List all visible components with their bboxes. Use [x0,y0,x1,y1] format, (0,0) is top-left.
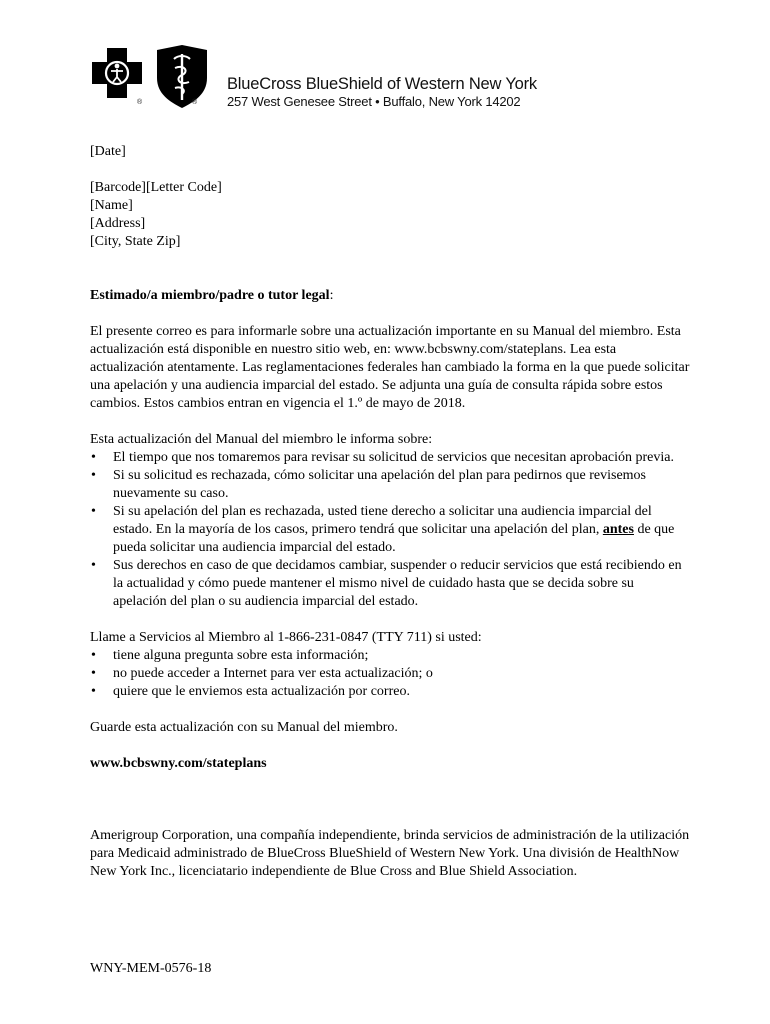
recipient-address: [Address] [90,216,146,231]
greeting-text: Estimado/a miembro/padre o tutor legal [90,288,330,303]
list-item [90,683,690,701]
blue-shield-icon [157,45,207,108]
list-item-text: de que pueda solicitar una audiencia imparcial del estado. [113,522,675,555]
call-list [90,647,690,701]
call-heading: Llame a Servicios al Miembro al 1-866-231-0847 (TTY 711) si usted: [90,630,482,645]
barcode-letter-code: [Barcode][Letter Code] [90,180,222,195]
list-item-text: Si su apelación del plan es rechazada, usted tiene derecho a solicitar una audiencia imparcial del estado. En la mayoría de los casos, primero tendrá que solicitar una apelación del plan, [113,504,652,537]
website-link[interactable]: www.bcbswny.com/stateplans [90,756,267,771]
list-item-text: tiene alguna pregunta sobre esta información; [113,648,369,663]
update-heading: Esta actualización del Manual del miembro le informa sobre: [90,432,433,447]
intro-paragraph: El presente correo es para informarle sobre una actualización importante en su Manual del miembro. Esta actualización está disponible en nuestro sitio web, en: www.bcbswny.com/stateplans. Lea esta actualización atentamente. Las reglamentaciones federales han cambiado la forma en la que puede solicitar una apelación y una audiencia imparcial del estado. Se adjunta una guía de consulta rápida sobre estos cambios. Estos cambios entran en vigencia el 1.º de mayo de 2018. [90,324,690,411]
list-item-text: El tiempo que nos tomaremos para revisar su solicitud de servicios que necesitan aprobación previa. [113,450,674,465]
bullet: • [91,648,96,663]
registered-mark: ® [192,99,198,106]
list-item [90,449,690,467]
list-item [90,665,690,683]
greeting [90,287,690,305]
letterhead [90,42,610,112]
update-list [90,449,690,611]
list-item-text: quiere que le enviemos esta actualización por correo. [113,684,410,699]
bullet: • [91,504,96,519]
list-item-text: Si su solicitud es rechazada, cómo solicitar una apelación del plan para pedirnos que revisemos nuevamente su caso. [113,468,646,501]
list-item [90,467,690,503]
bullet: • [91,558,96,573]
list-item-text: no puede acceder a Internet para ver esta actualización; o [113,666,433,681]
keep-note: Guarde esta actualización con su Manual del miembro. [90,720,398,735]
bullet: • [91,684,96,699]
list-item [90,503,690,557]
blue-cross-icon [92,48,142,98]
registered-mark: ® [137,99,143,106]
bullet: • [91,450,96,465]
bullet: • [91,666,96,681]
disclaimer: Amerigroup Corporation, una compañía independiente, brinda servicios de administración de la utilización para Medicaid administrado de BlueCross BlueShield of Western New York. Una división de HealthNow New York Inc., licenciatario independiente de Blue Cross and Blue Shield Association. [90,828,690,879]
bullet: • [91,468,96,483]
list-item [90,557,690,611]
recipient-block [90,179,690,251]
letter-date: [Date] [90,144,126,159]
recipient-city-state-zip: [City, State Zip] [90,234,181,249]
recipient-name: [Name] [90,198,133,213]
greeting-colon: : [329,288,334,303]
logo [90,42,220,112]
list-item [90,647,690,665]
document-code: WNY-MEM-0576-18 [90,961,212,976]
organization-name: BlueCross BlueShield of Western New York [227,75,537,93]
letter-body [90,143,690,881]
emphasis-antes: antes [602,522,634,537]
organization-address: 257 West Genesee Street • Buffalo, New York 14202 [227,94,521,109]
list-item-text: Sus derechos en caso de que decidamos cambiar, suspender o reducir servicios que está recibiendo en la actualidad y cómo puede mantener el mismo nivel de cuidado hasta que se decida sobre su apelación del plan o su audiencia imparcial del estado. [113,558,682,609]
